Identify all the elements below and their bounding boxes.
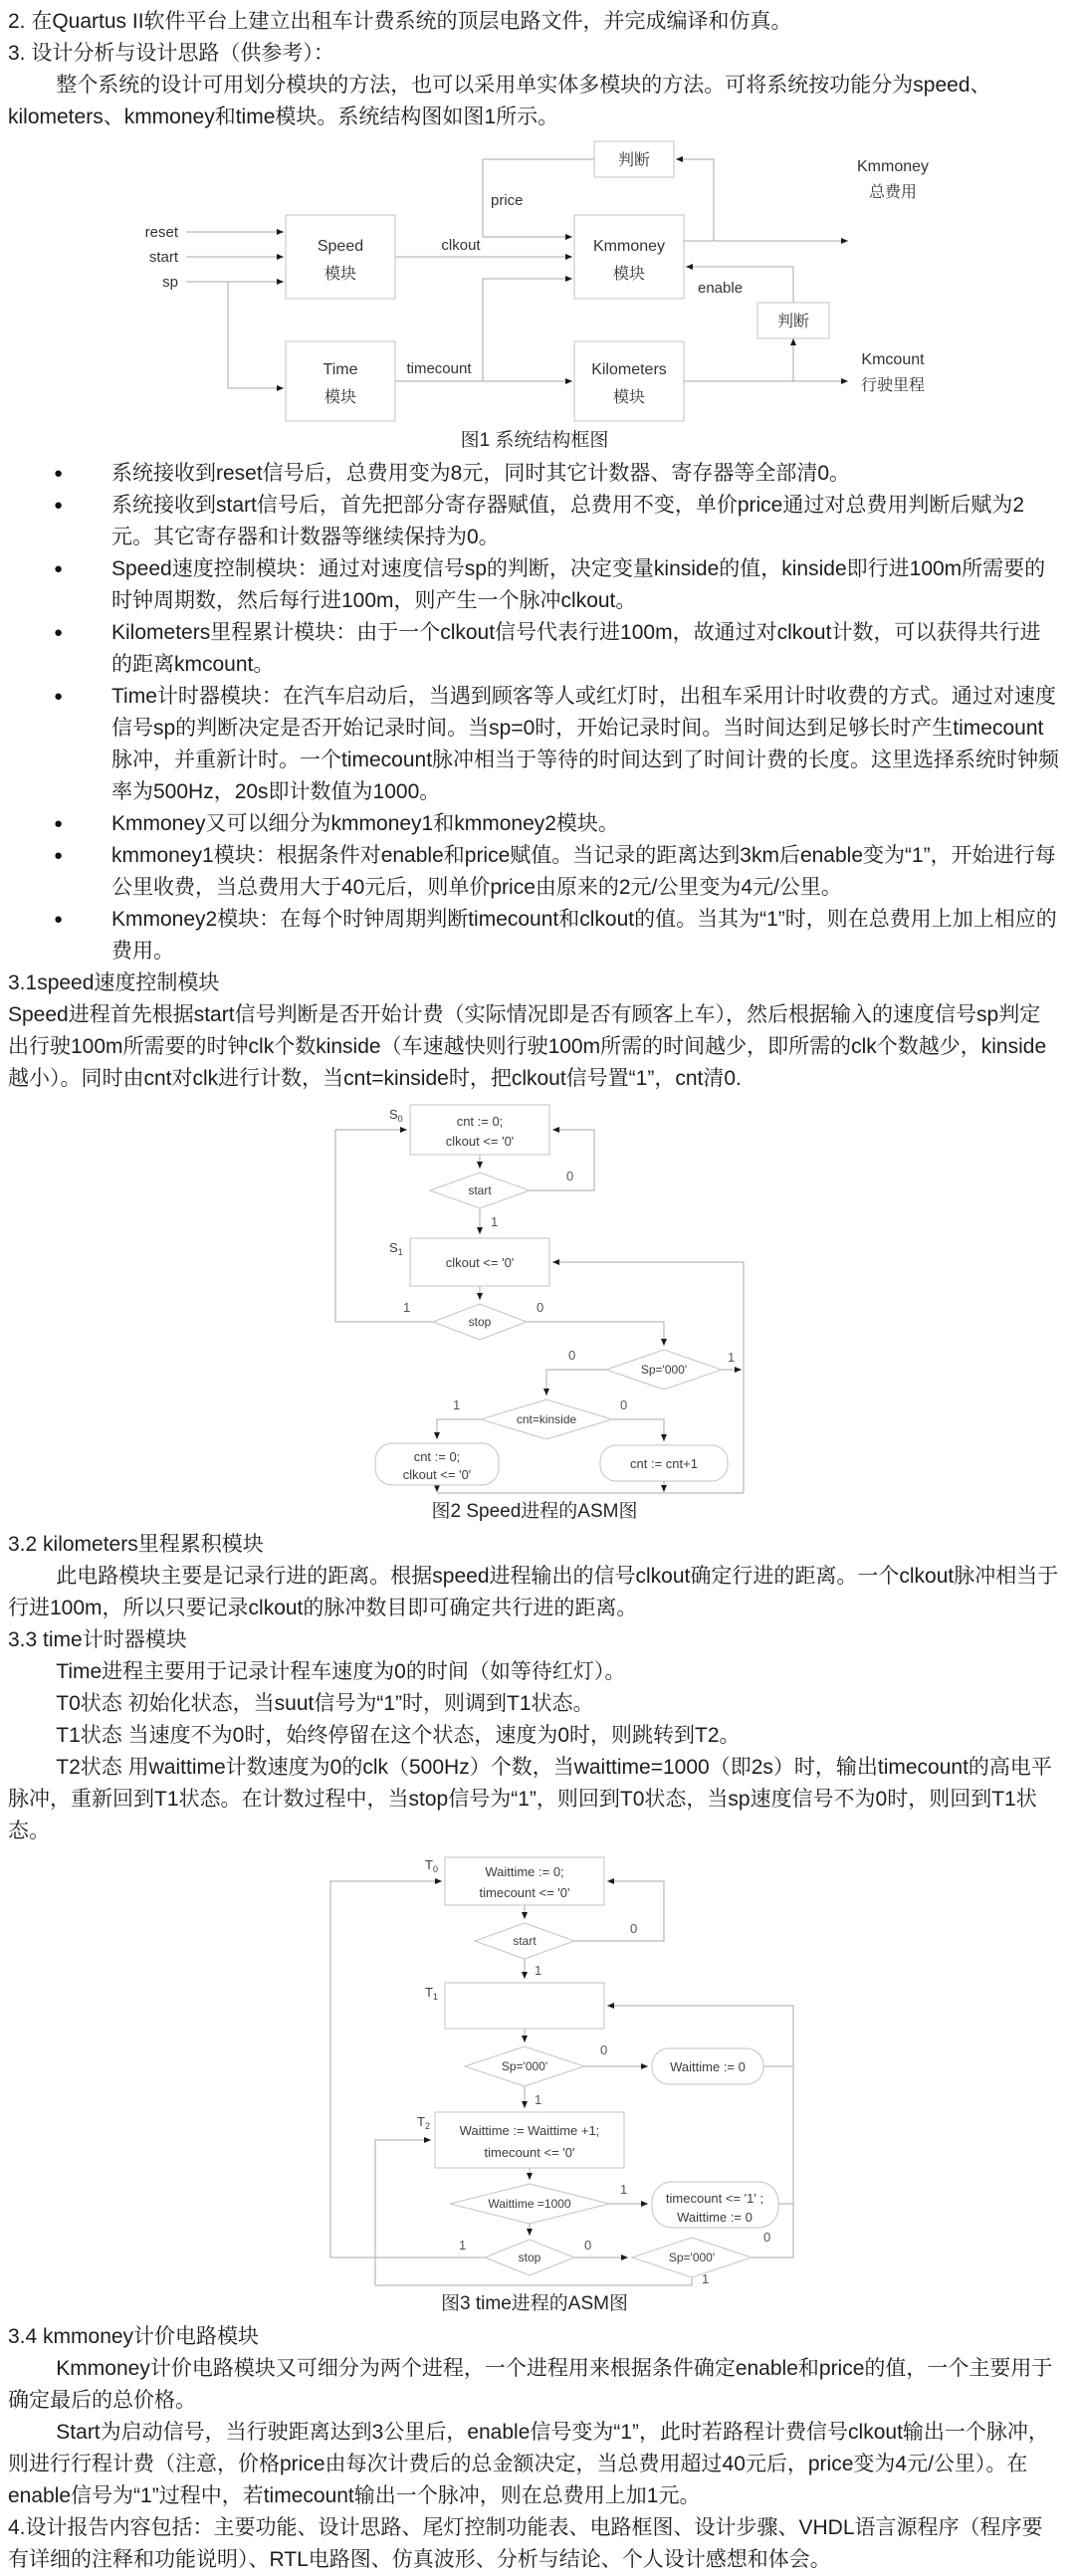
sp2-one-loop-line (375, 2277, 692, 2285)
bullet-text: kmmoney1模块：根据条件对enable和price赋值。当记录的距离达到3km后enable变为“1”，开始进行每公里收费，当总费用大于40元后，则单价price由原来的2元/公里变为4元/公里。 (111, 844, 1056, 899)
clkout-set-line2: clkout <= '0' (402, 1467, 472, 1482)
branch-label-zero: 0 (566, 1169, 574, 1183)
state-t2-subscript: 2 (424, 2121, 430, 2131)
svg-text:S0 (389, 1107, 403, 1124)
list-item (8, 808, 1061, 840)
bullet-text: Kilometers里程累计模块：由于一个clkout信号代表行进100m，故通过对clkout计数，可以获得共行进的距离kmcount。 (111, 621, 1041, 676)
sp2-condition-label: Sp='000' (668, 2251, 716, 2264)
stop-condition-label: stop (518, 2251, 541, 2264)
kilometers-module-label: 模块 (612, 389, 646, 406)
clkout-signal-label: clkout (441, 237, 481, 254)
branch-label-zero: 0 (537, 1300, 544, 1315)
price-signal-label: price (491, 192, 524, 209)
waittime-reset-label: Waittime := 0 (670, 2059, 746, 2074)
cnt-increment-label: cnt := cnt+1 (630, 1456, 698, 1471)
list-item-4: 4.设计报告内容包括：主要功能、设计思路、尾灯控制功能表、电路框图、设计步骤、VHDL语言源程序（程序要有详细的注释和功能说明）、RTL电路图、仿真波形、分析与结论、个人设计感想和体会。 (8, 2516, 1043, 2571)
list-item (8, 458, 1061, 490)
bullet-text: Time计时器模块：在汽车启动后，当遇到顾客等人或红灯时，出租车采用计时收费的方式。通过对速度信号sp的判断决定是否开始记录时间。当sp=0时，开始记录时间。当时间达到足够长时产生timecount脉冲，并重新计时。一个timecount脉冲相当于等待的时间达到了时间计费的长度。这里选择系统时钟频率为500Hz，20s即计数值为1000。 (111, 685, 1060, 803)
time-label: Time (322, 361, 358, 378)
svg-text:T0 (425, 1857, 438, 1874)
state-t0-subscript: 0 (432, 1864, 438, 1874)
branch-label-one: 1 (535, 2092, 542, 2107)
figure2-caption: 图2 Speed进程的ASM图 (431, 1501, 638, 1522)
bullet-text: 系统接收到reset信号后，总费用变为8元，同时其它计数器、寄存器等全部清0。 (111, 462, 851, 485)
speed-module-box (286, 215, 395, 299)
branch-label-one: 1 (728, 1350, 736, 1365)
branch-label-zero: 0 (620, 1397, 628, 1412)
state-s1-subscript: 1 (397, 1247, 403, 1257)
figure3-time-asm (8, 1851, 1061, 2317)
state-s0-label: S (389, 1107, 398, 1122)
speed-label: Speed (317, 238, 364, 255)
bullet-text: Speed速度控制模块：通过对速度信号sp的判断，决定变量kinside的值，kinside即行进100m所需要的时钟周期数，然后每行进100m，则产生一个脉冲clkout。 (111, 557, 1046, 612)
waittime-1000-condition-label: Waittime =1000 (488, 2197, 571, 2211)
section-31-paragraph: Speed进程首先根据start信号判断是否开始计费（实际情况即是否有顾客上车），然后根据输入的速度信号sp判定出行驶100m所需要的时钟clk个数kinside（车速越快则行驶100m所需的时间越少，即所需的clk个数越少，kinside越小）。同时由cnt对clk进行计数，当cnt=kinside时，把clkout信号置“1”，cnt清0. (8, 1003, 1047, 1090)
speed-module-label: 模块 (323, 266, 357, 283)
bullet-icon: ● (54, 497, 64, 514)
section-34-paragraph-2: Start为启动信号，当行驶距离达到3公里后，enable信号变为“1”，此时若路程计费信号clkout输出一个脉冲，则进行行程计费（注意，价格price由每次计费后的总金额决定，当总费用超过40元后，price变为4元/公里）。在enable信号为“1”过程中，若timecount输出一个脉冲，则在总费用上加1元。 (8, 2421, 1049, 2507)
stop-one-loop-line (335, 1130, 433, 1322)
feature-bullet-list (8, 458, 1061, 967)
branch-label-one: 1 (620, 2182, 628, 2197)
bullet-icon: ● (54, 560, 64, 577)
judge-right-label: 判断 (776, 314, 810, 330)
stop-zero-line (527, 1322, 664, 1346)
start-condition-label: start (513, 1934, 537, 1948)
sp-zero-line (546, 1370, 606, 1395)
kmcount-output-label-2: 行驶里程 (860, 377, 926, 394)
section-34-title: 3.4 kmmoney计价电路模块 (8, 2325, 260, 2348)
bullet-icon: ● (54, 624, 64, 641)
list-item-3: 3. 设计分析与设计思路（供参考）： (8, 42, 334, 65)
t2-action-line2: timecount <= '0' (484, 2145, 575, 2160)
section-33-paragraph-4: T2状态 用waittime计数速度为0的clk（500Hz）个数，当waittime=1000（即2s）时，输出timecount的高电平脉冲，重新回到T1状态。在计数过程中，当stop信号为“1”，则回到T0状态，当sp速度信号不为0时，则回到T1状态。 (8, 1756, 1052, 1842)
section-33-paragraph-2: T0状态 初始化状态，当suut信号为“1”时，则调到T1状态。 (56, 1692, 594, 1715)
cnt-zero-line (612, 1419, 664, 1441)
kmmoney-label: Kmmoney (592, 238, 666, 255)
branch-label-one: 1 (459, 2238, 467, 2253)
svg-text:T1 (425, 1985, 438, 2002)
state-t1-subscript: 1 (432, 1992, 438, 2002)
s0-action-line2: clkout <= '0' (445, 1134, 515, 1149)
kilometers-label: Kilometers (591, 361, 667, 378)
state-s1-label: S (389, 1240, 398, 1255)
svg-text:T2 (417, 2114, 430, 2131)
figure1-caption: 图1 系统结构框图 (460, 430, 609, 451)
branch-label-zero: 0 (630, 1921, 638, 1936)
section-31-title: 3.1speed速度控制模块 (8, 971, 220, 994)
branch-label-one: 1 (403, 1300, 411, 1315)
timecount-signal-label: timecount (406, 360, 472, 377)
list-item (8, 490, 1061, 553)
fee-output-label-1: Kmmoney (856, 158, 930, 175)
section-33-paragraph-3: T1状态 当速度不为0时，始终停留在这个状态，速度为0时，则跳转到T2。 (56, 1724, 741, 1747)
figure1-svg (97, 137, 972, 428)
judge-top-label: 判断 (617, 152, 651, 169)
bullet-icon: ● (54, 465, 64, 482)
section-34-paragraph-1: Kmmoney计价电路模块又可细分为两个进程，一个进程用来根据条件确定enable和price的值，一个主要用于确定最后的总价格。 (8, 2357, 1053, 2412)
bullet-icon: ● (54, 688, 64, 705)
sp-condition-label: Sp='000' (640, 1363, 688, 1377)
section-33-paragraph-1: Time进程主要用于记录计程车速度为0的时间（如等待红灯）。 (56, 1660, 626, 1683)
state-t2-label: T (417, 2114, 425, 2129)
cnt-condition-label: cnt=kinside (516, 1412, 577, 1426)
section-32-paragraph: 此电路模块主要是记录行进的距离。根据speed进程输出的信号clkout确定行进的距离。一个clkout脉冲相当于行进100m，所以只要记录clkout的脉冲数目即可确定共行进的距离。 (8, 1565, 1059, 1619)
figure3-caption: 图3 time进程的ASM图 (441, 2293, 628, 2314)
list-item-2: 2. 在Quartus II软件平台上建立出租车计费系统的顶层电路文件，并完成编译和仿真。 (8, 10, 792, 33)
s1-action: clkout <= '0' (445, 1255, 515, 1270)
stop-condition-label: stop (468, 1315, 492, 1329)
figure3-svg (236, 1851, 833, 2291)
bullet-text: Kmmoney2模块：在每个时钟周期判断timecount和clkout的值。当其为“1”时，则在总费用上加上相应的费用。 (111, 908, 1057, 963)
list-item (8, 553, 1061, 617)
branch-label-one: 1 (453, 1397, 461, 1412)
branch-label-one: 1 (491, 1214, 499, 1229)
t2-action-line1: Waittime := Waittime +1; (459, 2123, 600, 2138)
branch-label-zero: 0 (584, 2238, 592, 2253)
branch-label-one: 1 (535, 1963, 542, 1978)
timecount-pulse-line1: timecount <= '1' ; (665, 2191, 764, 2206)
state-t0-label: T (425, 1857, 433, 1872)
t0-action-line1: Waittime := 0; (485, 1864, 564, 1879)
kilometers-module-box (574, 341, 684, 421)
list-item (8, 617, 1061, 681)
timecount-branch-wire (483, 279, 572, 381)
clkout-set-line1: cnt := 0; (413, 1449, 461, 1464)
section-33-title: 3.3 time计时器模块 (8, 1628, 187, 1651)
svg-text:S1 (389, 1240, 403, 1257)
start-signal-label: start (148, 249, 178, 266)
enable-signal-label: enable (698, 280, 744, 297)
bullet-icon: ● (54, 911, 64, 928)
t0-action-line2: timecount <= '0' (479, 1885, 570, 1900)
bullet-icon: ● (54, 815, 64, 832)
figure2-svg (286, 1099, 783, 1499)
cnt-one-line (437, 1419, 481, 1439)
s0-action-line1: cnt := 0; (456, 1114, 504, 1129)
fee-output-label-2: 总费用 (868, 184, 918, 201)
bullet-icon: ● (54, 847, 64, 864)
branch-label-zero: 0 (568, 1348, 576, 1363)
reset-signal-label: reset (144, 224, 178, 241)
start-condition-label: start (468, 1183, 492, 1197)
branch-label-zero: 0 (763, 2230, 771, 2245)
t2-left-feedback-line (375, 2140, 431, 2285)
branch-label-zero: 0 (600, 2042, 608, 2057)
branch-label-one: 1 (702, 2271, 710, 2286)
bullet-text: Kmmoney又可以细分为kmmoney1和kmmoney2模块。 (111, 812, 619, 835)
list-item (8, 904, 1061, 967)
sp1-condition-label: Sp='000' (501, 2059, 548, 2073)
intro-paragraph: 整个系统的设计可用划分模块的方法，也可以采用单实体多模块的方法。可将系统按功能分为speed、kilometers、kmmoney和time模块。系统结构图如图1所示。 (8, 74, 991, 128)
state-s0-subscript: 0 (397, 1114, 403, 1124)
sp-branch-wire (228, 282, 284, 388)
state-t1-box (445, 1983, 604, 2029)
kmcount-output-label-1: Kmcount (861, 351, 925, 368)
sp-signal-label: sp (162, 274, 178, 291)
time-module-label: 模块 (323, 389, 357, 406)
list-item (8, 840, 1061, 904)
figure2-speed-asm (8, 1099, 1061, 1525)
kmmoney-module-label: 模块 (612, 266, 646, 283)
bullet-text: 系统接收到start信号后，首先把部分寄存器赋值，总费用不变，单价price通过对总费用判断后赋为2元。其它寄存器和计数器等继续保持为0。 (111, 494, 1025, 548)
timecount-pulse-line2: Waittime := 0 (677, 2210, 752, 2225)
list-item (8, 681, 1061, 808)
figure1-block-diagram (8, 137, 1061, 454)
time-module-box (286, 341, 395, 421)
section-32-title: 3.2 kilometers里程累积模块 (8, 1533, 264, 1556)
state-t1-label: T (425, 1985, 433, 2000)
kmmoney-module-box (574, 215, 684, 299)
